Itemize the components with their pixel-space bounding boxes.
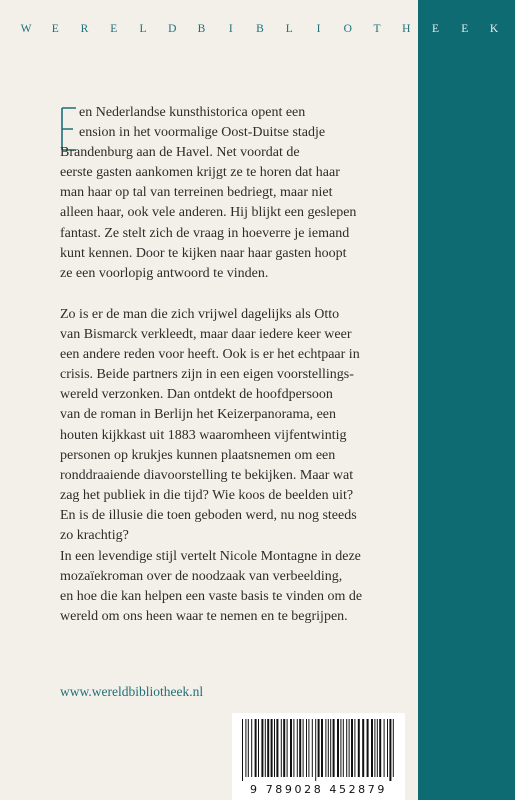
barcode-bar [265, 719, 266, 777]
publisher-name-letter: K [489, 23, 499, 35]
barcode-bar [293, 719, 294, 777]
blurb-line: Brandenburg aan de Havel. Net voordat de [60, 145, 300, 161]
blurb-line: ension in het voormalige Oost-Duitse stadje [79, 125, 326, 141]
publisher-name-letter: O [343, 23, 352, 35]
barcode-bar [371, 719, 373, 777]
barcode-bar [379, 719, 381, 777]
blurb-line: eerste gasten aankomen krijgt ze te horen dat haar [60, 165, 340, 181]
publisher-name-letter: W [20, 23, 32, 35]
isbn-number: 9 789028 452879 [250, 783, 387, 796]
barcode-bars-icon [232, 713, 405, 783]
publisher-website-link[interactable]: www.wereldbibliotheek.nl [60, 684, 204, 699]
publisher-name-letter: I [316, 23, 321, 35]
barcode-bar [303, 719, 304, 777]
publisher-name-letter: E [51, 23, 59, 35]
publisher-name-letter: H [402, 23, 411, 35]
barcode-bar [308, 719, 309, 777]
barcode-bar [333, 719, 335, 777]
barcode-bar [276, 719, 278, 777]
barcode-bar [258, 719, 259, 777]
blurb-line: man haar op tal van terreinen bedriegt, maar niet [60, 185, 333, 201]
barcode-bar [354, 719, 355, 777]
barcode-bar [349, 719, 350, 777]
blurb-paragraph-3 [60, 547, 405, 627]
blurb-line: mozaïekroman over de noodzaak van verbeelding, [60, 569, 343, 585]
barcode-bar [374, 719, 375, 777]
blurb-line: wereld om ons heen waar te nemen en te begrijpen. [60, 609, 348, 625]
barcode-bar [330, 719, 331, 777]
barcode-bar [387, 719, 388, 777]
blurb-line: ronddraaiende diavoorstelling te bekijken. Maar wat [60, 467, 354, 483]
barcode-bar [299, 719, 301, 777]
blurb-line: fantast. Ze stelt zich de vraag in hoeverre je iemand [60, 225, 350, 241]
blurb-line: en Nederlandse kunsthistorica opent een [79, 105, 306, 120]
blurb-line: alleen haar, ook vele anderen. Hij blijkt een geslepen [60, 205, 357, 221]
blurb-line: en hoe die kan helpen een vaste basis te vinden om de [60, 589, 363, 605]
publisher-name-letter: D [168, 23, 177, 35]
barcode-bar [283, 719, 285, 777]
barcode-bar [384, 719, 385, 777]
barcode-bar [328, 719, 329, 777]
isbn-barcode [232, 713, 405, 800]
barcode-bar [267, 719, 269, 777]
barcode-bar [274, 719, 275, 777]
blurb-line: personen op krukjes kunnen plaatsnemen om een [60, 447, 336, 463]
barcode-bar [290, 719, 292, 777]
blurb-paragraph-1 [60, 103, 405, 284]
publisher-name-letter: I [228, 23, 233, 35]
barcode-bar [367, 719, 369, 777]
publisher-name [20, 23, 500, 35]
barcode-bar [261, 719, 263, 777]
barcode-bar [325, 719, 326, 777]
barcode-bar [255, 719, 257, 777]
barcode-bar [340, 719, 341, 777]
barcode-bar [312, 719, 313, 777]
publisher-name-letter: L [139, 23, 147, 35]
barcode-bar [281, 719, 282, 777]
barcode-bar [248, 719, 249, 777]
barcode-bar [346, 719, 347, 777]
blurb-line: van Bismarck verkleedt, maar daar iedere keer weer [60, 327, 352, 343]
barcode-bar [271, 719, 273, 777]
blurb-line: En is de illusie die toen geboden werd, nu nog steeds [60, 507, 357, 523]
blurb-line: van de roman in Berlijn het Keizerpanorama, een [60, 407, 336, 423]
publisher-name-letter: R [80, 23, 89, 35]
publisher-name-letter: T [373, 23, 381, 35]
publisher-name-letter: B [197, 23, 206, 35]
barcode-bar [337, 719, 339, 777]
barcode-bar [351, 719, 353, 777]
barcode-bar [306, 719, 307, 777]
blurb-line: een andere reden voor heeft. Ook is er het echtpaar in [60, 347, 360, 363]
blurb-paragraph-2 [60, 305, 405, 546]
blurb-line: Zo is er de man die zich vrijwel dagelijks als Otto [60, 307, 340, 322]
blurb-line: wereld verzonken. Dan ontdekt de hoofdpersoon [60, 387, 333, 403]
publisher-name-letter: B [256, 23, 264, 35]
barcode-bar [297, 719, 298, 777]
barcode-bar [318, 719, 320, 777]
barcode-bar [343, 719, 344, 777]
barcode-bar [321, 719, 323, 777]
barcode-bar [377, 719, 378, 777]
barcode-bar [287, 719, 288, 777]
barcode-bar [362, 719, 364, 777]
blurb-line: kunt kennen. Door te kijken naar haar gasten hoopt [60, 245, 347, 261]
blurb-line: zag het publiek in die tijd? Wie koos de beelden uit? [60, 487, 354, 503]
blurb-line: zo krachtig? [60, 528, 129, 544]
publisher-name-letter: E [431, 23, 440, 35]
barcode-bar [245, 719, 246, 777]
teal-side-band [418, 0, 515, 800]
barcode-bar [251, 719, 252, 777]
blurb-line: houten kijkkast uit 1883 waaromheen vijfentwintig [60, 427, 347, 443]
blurb-line: crisis. Beide partners zijn in een eigen voorstellings- [60, 367, 354, 383]
barcode-bar [358, 719, 360, 777]
barcode-bar [242, 719, 243, 781]
barcode-bar [389, 719, 391, 781]
blurb-line: ze een voorlopig antwoord te vinden. [60, 265, 269, 281]
publisher-name-letter: E [461, 23, 469, 35]
publisher-name-letter: E [110, 23, 118, 35]
publisher-name-letter: L [285, 23, 293, 35]
blurb-line: In een levendige stijl vertelt Nicole Montagne in deze [60, 549, 361, 564]
barcode-bar [315, 719, 316, 781]
barcode-bar [393, 719, 394, 777]
